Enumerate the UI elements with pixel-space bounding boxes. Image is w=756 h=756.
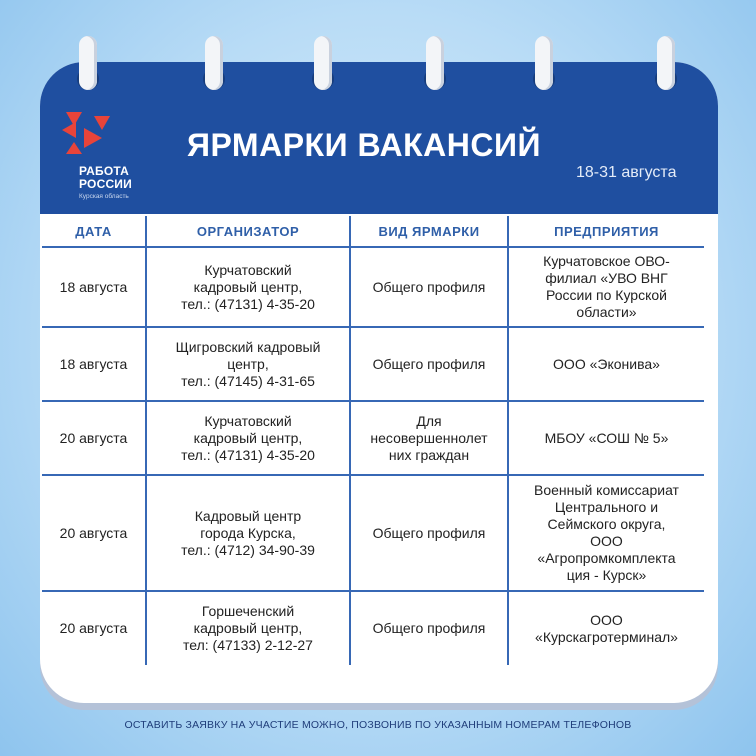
cell-line: кадровый центр,: [193, 429, 303, 446]
cell-companies: [508, 247, 704, 327]
cell-line: Курчатовский: [204, 412, 292, 429]
cell-line: ООО «Эконива»: [553, 355, 660, 372]
cell-type: [350, 475, 508, 591]
table-row: [42, 591, 704, 665]
cell-line: Центрального и: [554, 499, 659, 515]
date-range: 18-31 августа: [576, 164, 677, 181]
cell-line: России по Курской: [546, 287, 667, 303]
cell-line: Общего профиля: [372, 278, 486, 295]
cell-companies: [508, 591, 704, 665]
cell-organizer: [146, 591, 350, 665]
cell-organizer: [146, 327, 350, 401]
cell-line: Общего профиля: [372, 620, 486, 636]
cell-line: центр,: [227, 355, 269, 372]
column-header-organizer: ОРГАНИЗАТОР: [146, 216, 350, 247]
table-row: [42, 327, 704, 401]
table-header-row: [42, 216, 704, 247]
cell-line: Щигровский кадровый: [175, 338, 321, 355]
cell-line: «Курскагротерминал»: [535, 628, 678, 645]
table-row: [42, 247, 704, 327]
cell-line: кадровый центр,: [193, 620, 303, 636]
cell-line: области»: [576, 304, 637, 320]
rabota-rossii-logo: [62, 110, 142, 202]
cell-companies: [508, 475, 704, 591]
column-header-companies: ПРЕДПРИЯТИЯ: [508, 216, 704, 247]
cell-type: [350, 247, 508, 327]
cell-organizer: [146, 247, 350, 327]
cell-organizer: [146, 401, 350, 475]
binder-ring-icon: [314, 36, 332, 90]
cell-line: Для: [416, 412, 442, 429]
column-header-type: ВИД ЯРМАРКИ: [350, 216, 508, 247]
cell-date: 20 августа: [42, 475, 146, 591]
cell-organizer: [146, 475, 350, 591]
cell-line: тел.: (47131) 4-35-20: [181, 446, 315, 463]
table-row: [42, 475, 704, 591]
logo-arrows-icon: [62, 110, 114, 160]
cell-line: тел.: (47131) 4-35-20: [181, 295, 315, 312]
logo-subtitle: Курская область: [79, 193, 129, 200]
cell-line: «Агропромкомплекта: [537, 550, 676, 566]
cell-date: 20 августа: [42, 591, 146, 665]
binder-ring-icon: [535, 36, 553, 90]
cell-date: 18 августа: [42, 247, 146, 327]
cell-line: тел: (47133) 2-12-27: [183, 637, 313, 653]
cell-date: 18 августа: [42, 327, 146, 401]
cell-line: МБОУ «СОШ № 5»: [544, 429, 669, 446]
cell-type: [350, 327, 508, 401]
footer-note: ОСТАВИТЬ ЗАЯВКУ НА УЧАСТИЕ МОЖНО, ПОЗВОНИВ ПО УКАЗАННЫМ НОМЕРАМ ТЕЛЕФОНОВ: [124, 719, 632, 731]
logo-title-line: РАБОТА: [79, 164, 130, 178]
table-row: [42, 401, 704, 475]
cell-line: Общего профиля: [372, 524, 486, 541]
logo-title: [79, 165, 132, 191]
cell-line: Общего профиля: [372, 355, 486, 372]
cell-line: них граждан: [388, 446, 470, 463]
cell-type: [350, 591, 508, 665]
binder-ring-icon: [426, 36, 444, 90]
cell-date: 20 августа: [42, 401, 146, 475]
binder-ring-icon: [657, 36, 675, 90]
page-title: ЯРМАРКИ ВАКАНСИЙ: [187, 127, 541, 163]
cell-line: тел.: (4712) 34-90-39: [181, 541, 315, 558]
binder-ring-icon: [205, 36, 223, 90]
cell-line: ООО: [590, 533, 623, 549]
cell-line: Сеймского округа,: [547, 516, 666, 532]
cell-line: Курчатовское ОВО-: [543, 253, 670, 269]
logo-title-line: РОССИИ: [79, 177, 132, 191]
cell-type: [350, 401, 508, 475]
cell-line: Горшеченский: [201, 603, 295, 619]
cell-companies: [508, 327, 704, 401]
cell-companies: [508, 401, 704, 475]
cell-line: филиал «УВО ВНГ: [545, 270, 668, 286]
cell-line: города Курска,: [200, 524, 296, 541]
cell-line: кадровый центр,: [193, 278, 303, 295]
cell-line: Военный комиссариат: [534, 482, 679, 498]
cell-line: Кадровый центр: [194, 507, 302, 524]
cell-line: ция - Курск»: [566, 567, 647, 583]
cell-line: несовершеннолет: [370, 429, 488, 446]
fairs-table: [42, 216, 704, 665]
column-header-date: ДАТА: [42, 216, 146, 247]
cell-line: Курчатовский: [204, 261, 292, 278]
cell-line: тел.: (47145) 4-31-65: [181, 372, 315, 389]
cell-line: ООО: [590, 611, 623, 628]
binder-ring-icon: [79, 36, 97, 90]
